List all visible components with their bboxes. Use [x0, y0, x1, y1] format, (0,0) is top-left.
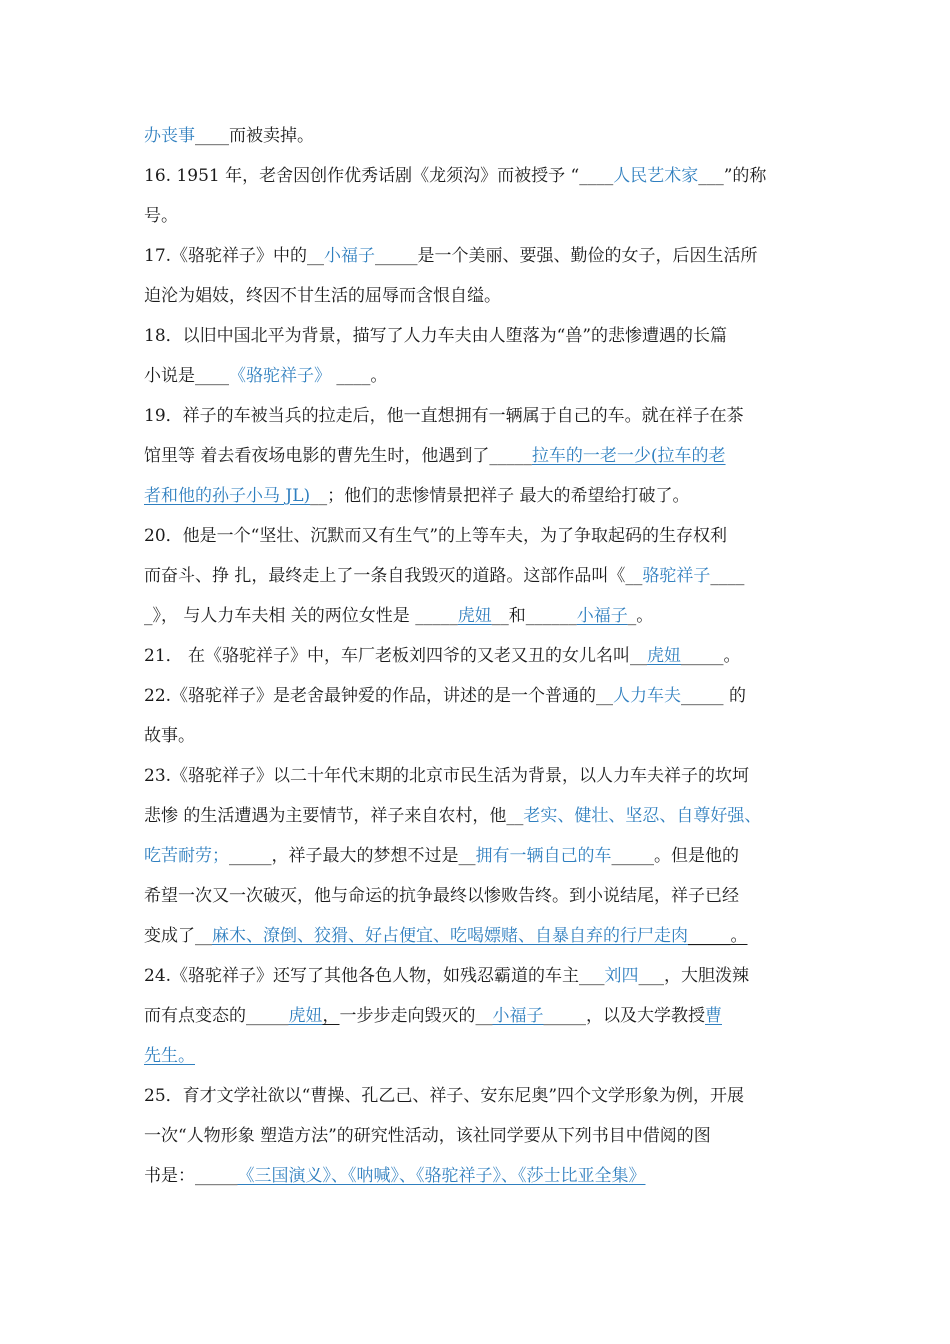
text-line: [144, 996, 814, 1036]
text-line: [144, 516, 814, 556]
text-line: [144, 916, 814, 956]
question-text: _____ 的: [681, 686, 746, 706]
answer-text: 小福子: [324, 246, 376, 266]
question-text: 20．他是一个“坚壮、沉默而又有生气”的上等车夫，为了争取起码的生存权利: [144, 526, 728, 546]
text-line: [144, 236, 814, 276]
text-line: [144, 316, 814, 356]
text-line: [144, 116, 814, 156]
answer-text: 者和他的孙子小马 JL): [144, 486, 311, 506]
question-text: 而奋斗、挣 扎，最终走上了一条自我毁灭的道路。这部作品叫《__: [144, 566, 643, 586]
text-line: [144, 1156, 814, 1196]
question-text: 一次“人物形象 塑造方法”的研究性活动，该社同学要从下列书目中借阅的图: [144, 1126, 711, 1146]
question-text: 16. 1951 年，老舍因创作优秀话剧《龙须沟》而被授予 “____: [144, 166, 614, 186]
question-text: 悲惨 的生活遭遇为主要情节，祥子来自农村，他__: [144, 806, 524, 826]
question-text: ___”的称: [698, 166, 767, 186]
question-text: 故事。: [144, 726, 195, 746]
answer-text: 骆驼祥子: [642, 566, 711, 586]
answer-text: 《三国演义》、《呐喊》、《骆驼祥子》、《莎士比亚全集》: [237, 1166, 646, 1186]
question-text: 书是：_____: [144, 1166, 238, 1186]
question-text: 号。: [144, 206, 178, 226]
answer-text: 办丧事: [144, 126, 195, 146]
text-line: [144, 356, 814, 396]
answer-text: 吃苦耐劳；: [144, 846, 229, 866]
text-line: [144, 436, 814, 476]
text-line: [144, 596, 814, 636]
question-text: ，: [322, 1006, 340, 1026]
question-text: 21． 在《骆驼祥子》中，车厂老板刘四爷的又老又丑的女儿名叫__: [144, 646, 648, 666]
question-text: _____。但是他的: [611, 846, 739, 866]
answer-text: 拥有一辆自己的车: [475, 846, 612, 866]
answer-text: 小福子: [576, 606, 628, 626]
question-text: 23.《骆驼祥子》以二十年代末期的北京市民生活为背景，以人力车夫祥子的坎坷: [144, 766, 750, 786]
question-text: 馆里等 着去看夜场电影的曹先生时，他遇到了_____: [144, 446, 532, 466]
question-text: _____，祥子最大的梦想不过是__: [229, 846, 476, 866]
question-text: _____，以及大学教授: [543, 1006, 705, 1026]
text-line: [144, 756, 814, 796]
question-text: ____。: [331, 366, 388, 386]
question-text: _____。: [688, 926, 748, 946]
text-line: [144, 156, 814, 196]
answer-text: 《骆驼祥子》: [229, 366, 331, 386]
question-text: __；他们的悲惨情景把祥子 最大的希望给打破了。: [310, 486, 690, 506]
text-line: [144, 836, 814, 876]
answer-text: 麻木、潦倒、狡猾、好占便宜、吃喝嫖赌、自暴自弃的行尸走肉: [212, 926, 688, 946]
question-text: 希望一次又一次破灭，他与命运的抗争最终以惨败告终。到小说结尾，祥子已经: [144, 886, 739, 906]
question-text: 19．祥子的车被当兵的拉走后，他一直想拥有一辆属于自己的车。就在祥子在茶: [144, 406, 744, 426]
answer-text: 人力车夫: [613, 686, 682, 706]
question-text: 24.《骆驼祥子》还写了其他各色人物，如残忍霸道的车主___: [144, 966, 605, 986]
question-text: 而有点变态的_____: [144, 1006, 289, 1026]
question-text: 一步步走向毁灭的__: [339, 1006, 493, 1026]
question-text: 18．以旧中国北平为背景，描写了人力车夫由人堕落为“兽”的悲惨遭遇的长篇: [144, 326, 728, 346]
answer-text: 虎妞: [288, 1006, 323, 1026]
answer-text: 拉车的一老一少(拉车的老: [531, 446, 726, 466]
answer-text: 人民艺术家: [613, 166, 699, 186]
question-text: 25．育才文学社欲以“曹操、孔乙己、祥子、安东尼奥”四个文学形象为例，开展: [144, 1086, 745, 1106]
answer-text: 老实、健壮、坚忍、自尊好强、: [523, 806, 762, 826]
text-line: [144, 716, 814, 756]
question-text: ____: [710, 566, 745, 586]
question-text: _____。: [681, 646, 741, 666]
question-text: 22.《骆驼祥子》是老舍最钟爱的作品，讲述的是一个普通的__: [144, 686, 614, 706]
text-line: [144, 796, 814, 836]
answer-text: 小福子: [492, 1006, 544, 1026]
question-text: 小说是____: [144, 366, 229, 386]
question-text: __和______: [491, 606, 577, 626]
text-line: [144, 396, 814, 436]
text-line: [144, 876, 814, 916]
answer-text: 虎妞: [457, 606, 492, 626]
answer-text: 刘四: [604, 966, 639, 986]
text-line: [144, 1116, 814, 1156]
text-line: [144, 956, 814, 996]
question-text: 迫沦为娼妓，终因不甘生活的屈辱而含恨自缢。: [144, 286, 501, 306]
answer-text: 先生。: [144, 1046, 195, 1066]
text-line: [144, 636, 814, 676]
document-page: [144, 116, 814, 1196]
text-line: [144, 676, 814, 716]
text-line: [144, 196, 814, 236]
question-text: _____是一个美丽、要强、勤俭的女子，后因生活所: [375, 246, 758, 266]
text-line: [144, 1036, 814, 1076]
question-text: _》， 与人力车夫相 关的两位女性是 _____: [144, 606, 458, 626]
text-line: [144, 1076, 814, 1116]
answer-text: 虎妞: [647, 646, 682, 666]
text-line: [144, 476, 814, 516]
text-line: [144, 276, 814, 316]
question-text: 变成了__: [144, 926, 212, 946]
question-text: ____而被卖掉。: [195, 126, 314, 146]
question-text: _。: [627, 606, 654, 626]
question-text: ___，大胆泼辣: [638, 966, 750, 986]
text-line: [144, 556, 814, 596]
answer-text: 曹: [705, 1006, 722, 1026]
question-text: 17.《骆驼祥子》中的__: [144, 246, 325, 266]
